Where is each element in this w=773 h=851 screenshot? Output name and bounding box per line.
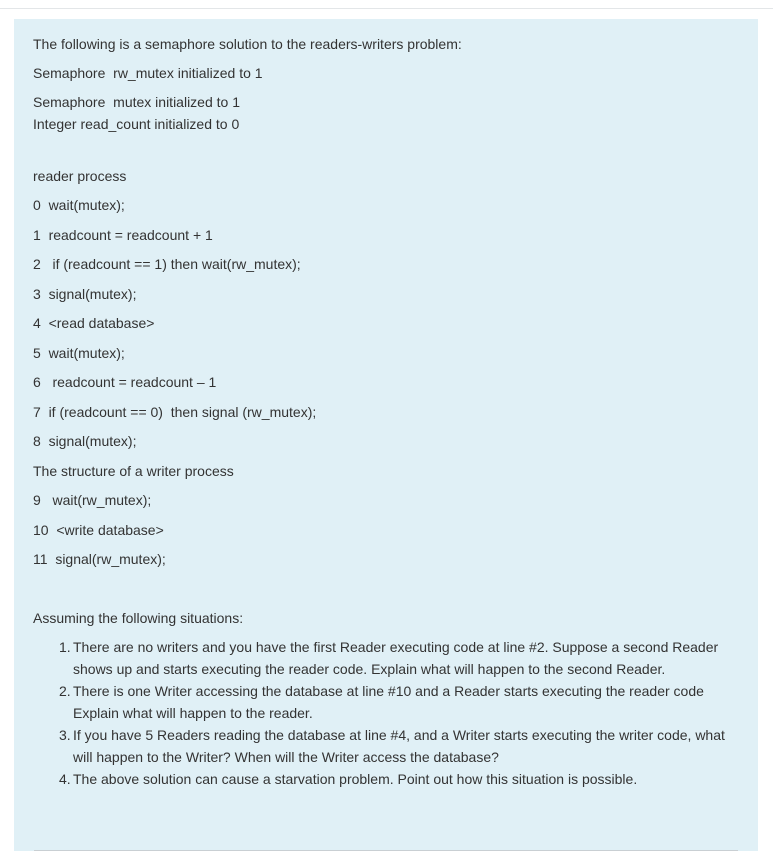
list-item	[59, 724, 739, 768]
code-line: 9 wait(rw_mutex);	[33, 492, 152, 508]
questions-heading: Assuming the following situations:	[33, 610, 244, 626]
code-line: 4 <read database>	[33, 315, 155, 331]
item-text: If you have 5 Readers reading the database at line #4, and a Writer starts executing the writer code, what will happen to the Writer? When will the Writer access the database?	[73, 727, 725, 765]
code-line: 3 signal(mutex);	[33, 286, 137, 302]
list-item	[59, 636, 739, 680]
item-text: The above solution can cause a starvation problem. Point out how this situation is possible.	[73, 771, 638, 787]
code-line: 7 if (readcount == 0) then signal (rw_mutex);	[33, 404, 317, 420]
question-list	[59, 636, 739, 790]
intro-line: Semaphore rw_mutex initialized to 1	[33, 65, 263, 81]
code-line: 6 readcount = readcount – 1	[33, 374, 217, 390]
item-text: There is one Writer accessing the database at line #10 and a Reader starts executing the reader code Explain what will happen to the reader.	[73, 683, 704, 721]
writer-heading: The structure of a writer process	[33, 463, 234, 479]
intro-line: The following is a semaphore solution to the readers-writers problem:	[33, 36, 462, 52]
code-line: 0 wait(mutex);	[33, 197, 125, 213]
question-panel	[14, 19, 758, 851]
code-line: 5 wait(mutex);	[33, 345, 125, 361]
item-number: 3.	[59, 727, 71, 743]
item-number: 2.	[59, 683, 71, 699]
code-line: 8 signal(mutex);	[33, 433, 137, 449]
code-line: 11 signal(rw_mutex);	[33, 551, 166, 567]
reader-heading: reader process	[33, 168, 127, 184]
code-line: 10 <write database>	[33, 522, 164, 538]
intro-line: Integer read_count initialized to 0	[33, 116, 240, 132]
item-number: 1.	[59, 639, 71, 655]
intro-line: Semaphore mutex initialized to 1	[33, 94, 240, 110]
item-number: 4.	[59, 771, 71, 787]
item-text: There are no writers and you have the first Reader executing code at line #2. Suppose a second Reader shows up and starts executing the reader code. Explain what will happen to the second Reader.	[73, 639, 719, 677]
top-divider	[0, 8, 773, 9]
list-item	[59, 768, 739, 790]
list-item	[59, 680, 739, 724]
code-line: 1 readcount = readcount + 1	[33, 227, 213, 243]
code-line: 2 if (readcount == 1) then wait(rw_mutex);	[33, 256, 301, 272]
